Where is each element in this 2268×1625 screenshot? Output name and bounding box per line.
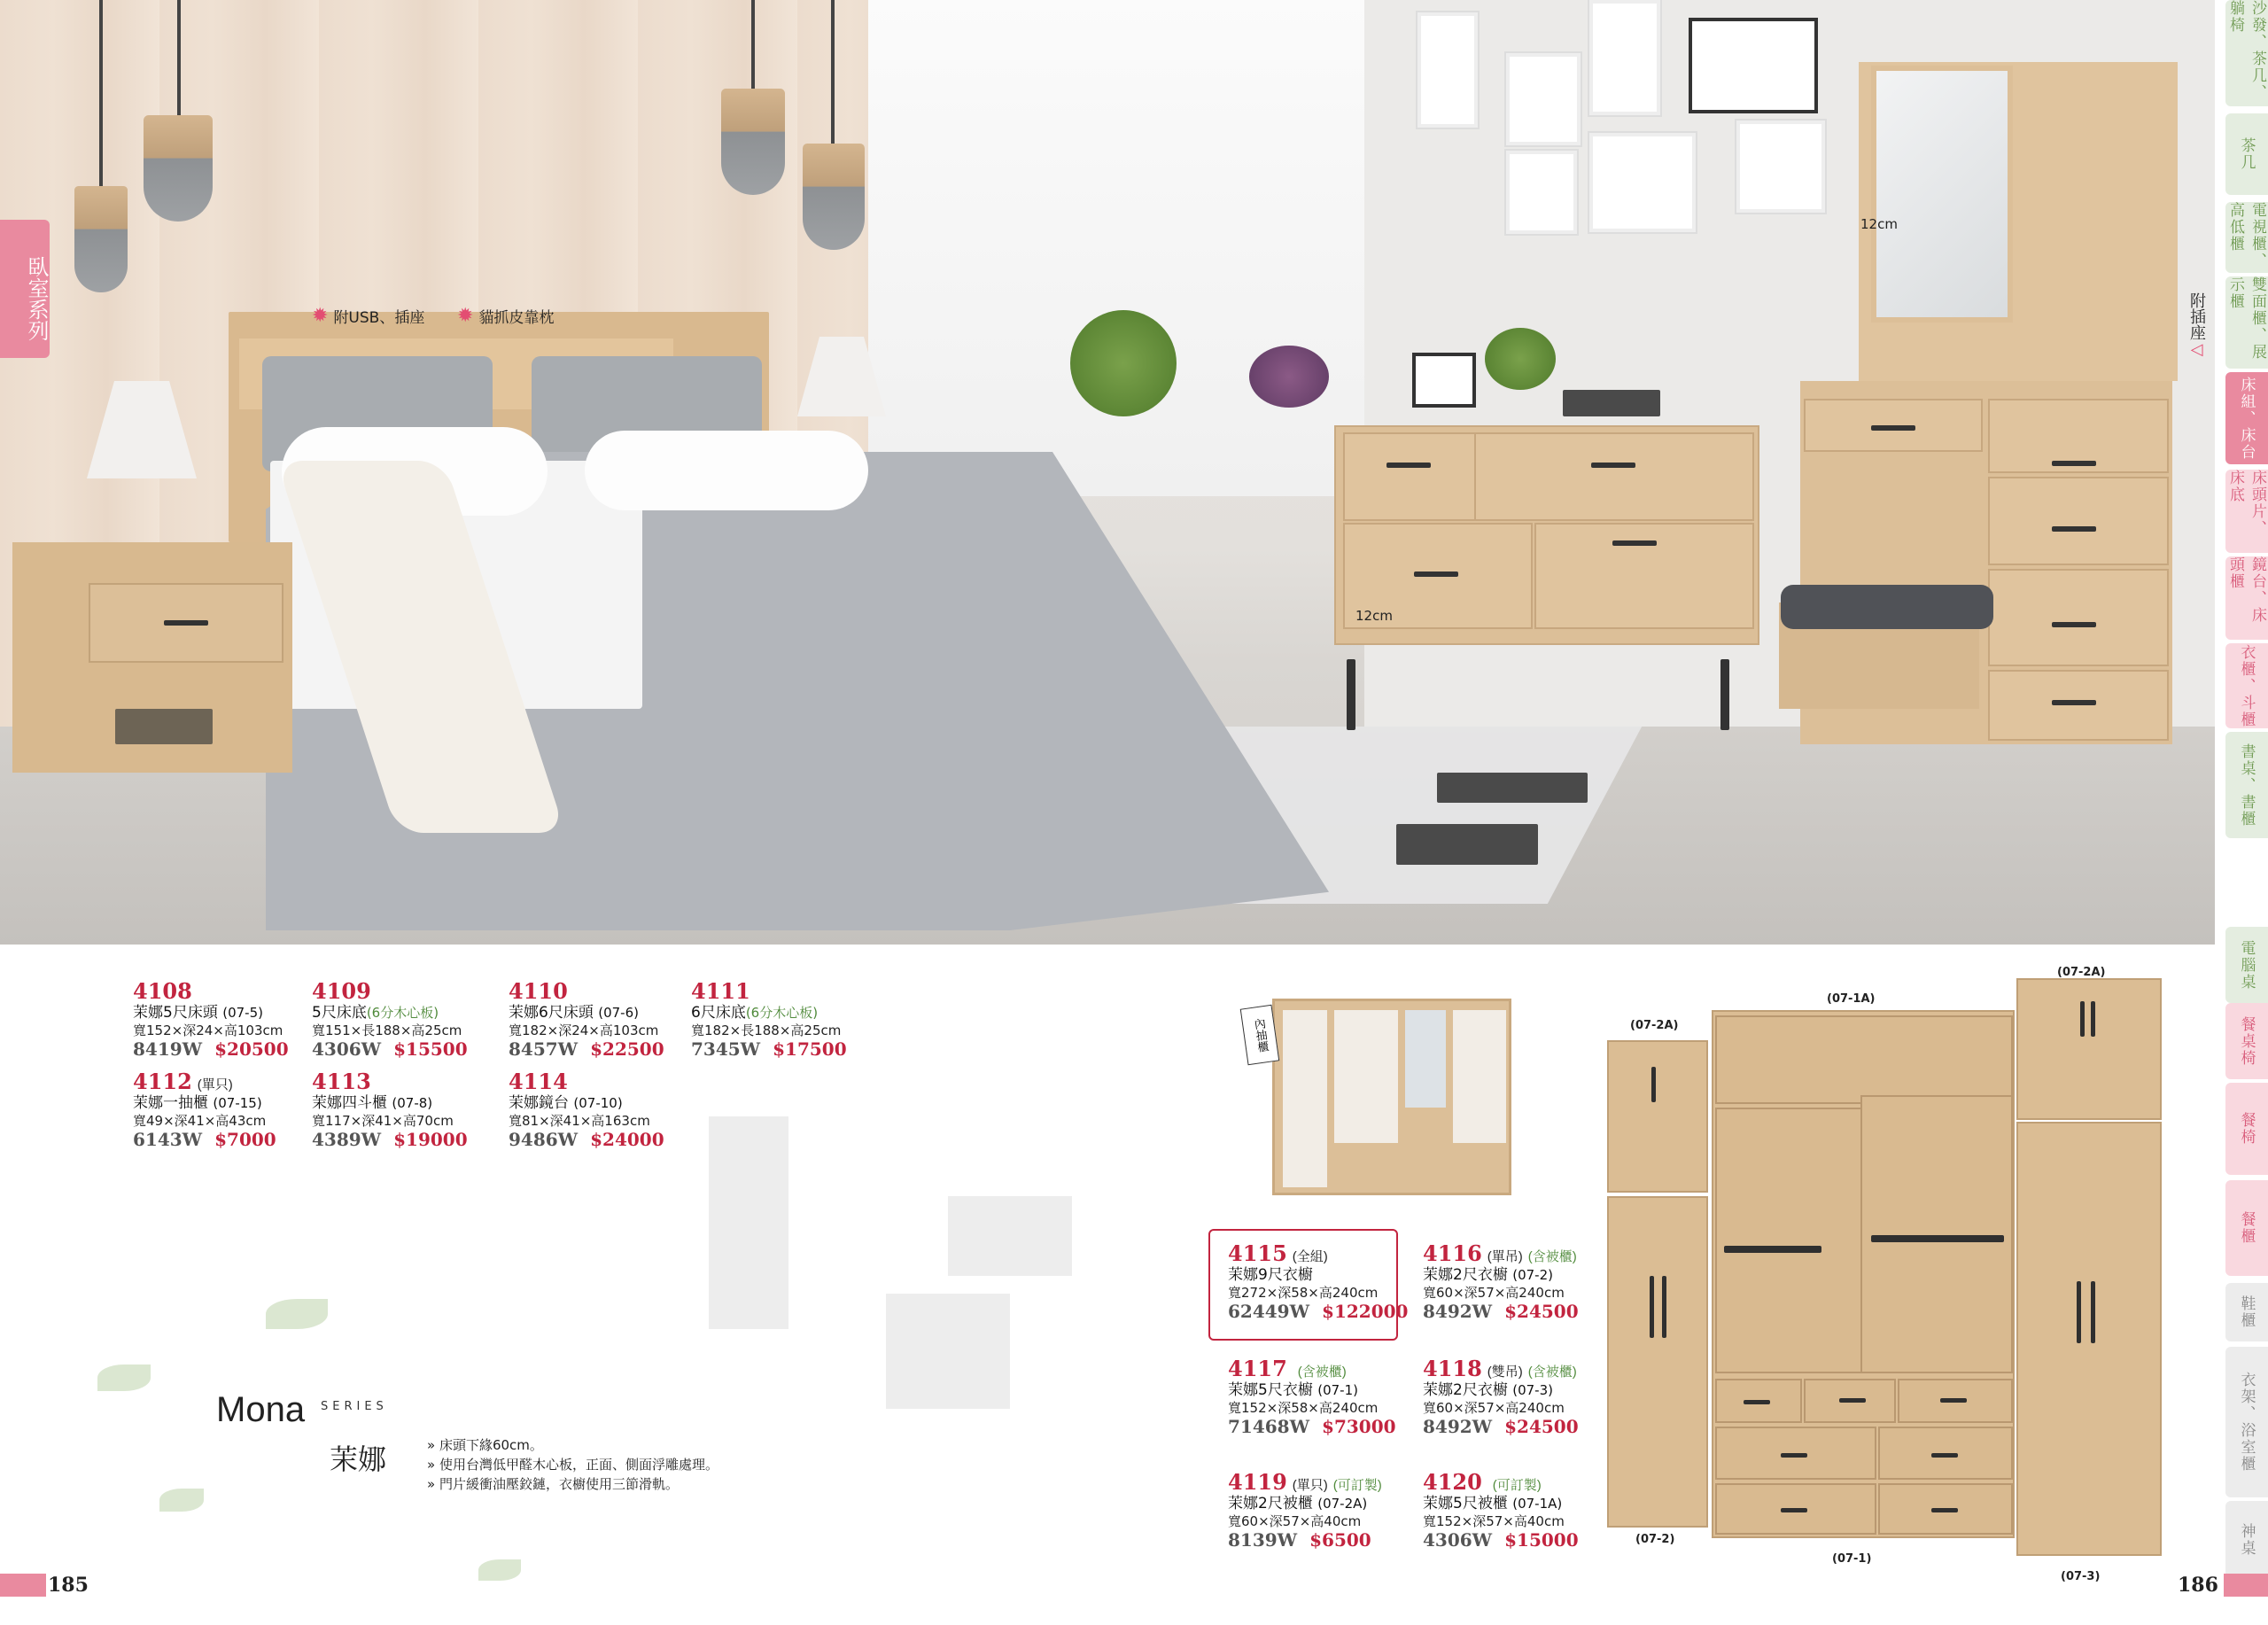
product-code: 4115 (全組) <box>1228 1240 1328 1266</box>
cabinet-07-2 <box>1607 1196 1708 1528</box>
arrow-left-icon: ◁ <box>2187 340 2206 359</box>
product-name: 茉娜鏡台 (07-10) <box>509 1094 623 1113</box>
product-code: 4117 (含被櫃) <box>1228 1356 1347 1381</box>
page-number-right: 186 <box>2178 1574 2218 1597</box>
catalog-spread: ✹ 附USB、插座 ✹ 貓抓皮靠枕 12cm 12cm 附插座◁ 臥室系列 沙發、茶几、躺椅 茶几 電視櫃、高低櫃 雙面櫃、展示櫃 床組、床台 床頭片、床底 鏡台、床頭櫃 衣櫃、斗櫃 書桌、書櫃 電腦桌 餐桌椅 餐椅 餐櫃 鞋櫃 衣架、浴室櫃 神桌 4108 茉娜5尺床頭 (07-5) 寬152×深24×高103cm 8419W $20500 4109 5尺床底(6分木心板) 寬151×長188×高25cm 4306W $15500 4110 茉娜6尺床頭 (07-6) 寬182×深24×高103cm 8457W $22500 4111 6尺床底(6分木心板) 寬182×長188×高25cm 7345W $17500 4112 (單只) 茉娜一抽櫃 (07-15) 寬49×深41×高43cm 6143W $7000 4113 茉娜四斗櫃 (07-8) 寬117×深41×高70cm 4389W $19000 4114 茉娜鏡台 (07-10) 寬81×深41×高163cm 9486W $24000 4115 (全組) 茉娜9尺衣櫥 寬272×深58×高240cm 62449W $122000 4116 (單吊) (含被櫃) 茉娜2尺衣櫥 (07-2) 寬60×深57×高240cm 8492W $24500 4117 (含被櫃) 茉娜5尺衣櫥 (07-1) 寬152×深58×高240cm 71468W $73000 4118 (雙吊) (含被櫃) 茉娜2尺衣櫥 (07-3) 寬60×深57×高240cm 8492W $24500 4119 (單只) (可訂製) 茉娜2尺被櫃 (07-2A) 寬60×深57×高40cm 8139W $6500 4120 (可訂製) 茉娜5尺被櫃 (07-1A) 寬152×深57×高40cm 4306W $15000 內抽櫃 (07-2A) (07-1A) (07-2A) (07-2) (07-1) (07-3) Mona SERIES 茉娜 » 床頭下緣60cm。 » 使用台灣低甲醛木心板，正面、側面浮雕處理。 » 門片緩衝油壓鉸鏈，衣櫥使用三節滑軌。 185 186 <box>0 0 2268 1625</box>
category-tab[interactable]: 雙面櫃、展示櫃 <box>2225 276 2268 369</box>
category-tab[interactable]: 電腦桌 <box>2225 927 2268 1003</box>
product-code: 4114 <box>509 1069 568 1094</box>
product-code: 4111 <box>691 978 750 1004</box>
category-tab[interactable]: 衣櫃、斗櫃 <box>2225 643 2268 728</box>
product-4120 <box>1423 1469 1579 1551</box>
annotation-usb: ✹ 附USB、插座 <box>312 305 425 327</box>
wall-art <box>1506 151 1577 234</box>
category-tab[interactable]: 書桌、書櫃 <box>2225 732 2268 838</box>
product-price: 8492W $24500 <box>1423 1416 1579 1438</box>
product-dimensions: 寬152×深57×高40cm <box>1423 1513 1565 1529</box>
pendant-lamp <box>721 89 785 195</box>
note-line: » 門片緩衝油壓鉸鏈，衣櫥使用三節滑軌。 <box>427 1476 679 1492</box>
plant <box>1485 328 1556 390</box>
product-4108 <box>133 978 289 1061</box>
cabinet-07-2a-left <box>1607 1040 1708 1193</box>
product-dimensions: 寬117×深41×高70cm <box>312 1113 454 1129</box>
product-name: 茉娜5尺衣櫥 (07-1) <box>1228 1381 1358 1400</box>
product-price: 8457W $22500 <box>509 1038 664 1061</box>
product-dimensions: 寬151×長188×高25cm <box>312 1022 462 1038</box>
product-name: 茉娜2尺衣櫥 (07-3) <box>1423 1381 1553 1400</box>
product-price: 62449W $122000 <box>1228 1301 1409 1323</box>
dimension-label: 12cm <box>1355 608 1393 624</box>
dimension-label: 12cm <box>1860 216 1898 232</box>
product-price: 4306W $15500 <box>312 1038 468 1061</box>
product-code: 4108 <box>133 978 192 1004</box>
pillow <box>585 431 868 510</box>
wall-art <box>1736 121 1825 213</box>
wall-art <box>1506 53 1581 145</box>
product-dimensions: 寬81×深41×高163cm <box>509 1113 650 1129</box>
product-name: 茉娜9尺衣櫥 <box>1228 1266 1313 1285</box>
product-price: 8139W $6500 <box>1228 1529 1371 1551</box>
product-4119 <box>1228 1469 1382 1551</box>
product-dimensions: 寬152×深58×高240cm <box>1228 1400 1379 1416</box>
product-4117 <box>1228 1356 1396 1438</box>
category-tab[interactable]: 鞋櫃 <box>2225 1283 2268 1341</box>
category-index <box>2222 0 2268 1625</box>
category-tab[interactable]: 電視櫃、高低櫃 <box>2225 202 2268 273</box>
product-4113 <box>312 1069 468 1151</box>
product-price: 4389W $19000 <box>312 1129 468 1151</box>
product-dimensions: 寬49×深41×高43cm <box>133 1113 267 1129</box>
socket-note: 附插座◁ <box>2187 292 2206 359</box>
product-code: 4118 (雙吊) (含被櫃) <box>1423 1356 1577 1381</box>
product-4118 <box>1423 1356 1579 1438</box>
product-dimensions: 寬152×深24×高103cm <box>133 1022 284 1038</box>
note-line: » 床頭下緣60cm。 <box>427 1437 543 1453</box>
wall-art <box>1418 12 1478 128</box>
series-name: Mona <box>216 1390 306 1429</box>
product-name: 茉娜5尺被櫃 (07-1A) <box>1423 1495 1563 1513</box>
wall-art <box>1589 0 1660 115</box>
category-tab[interactable]: 鏡台、床頭櫃 <box>2225 556 2268 640</box>
product-price: 8492W $24500 <box>1423 1301 1579 1323</box>
product-price: 9486W $24000 <box>509 1129 664 1151</box>
highlight-box-4115 <box>1208 1229 1398 1341</box>
wall-art <box>1589 133 1696 232</box>
gear-icon: ✹ <box>312 305 329 327</box>
series-cn-name: 茉娜 <box>330 1442 387 1476</box>
product-code: 4113 <box>312 1069 371 1094</box>
product-dimensions: 寬182×長188×高25cm <box>691 1022 842 1038</box>
series-notes <box>427 1435 718 1494</box>
product-price: 7345W $17500 <box>691 1038 847 1061</box>
category-tab[interactable]: 神桌 <box>2225 1501 2268 1579</box>
plant <box>1070 310 1177 416</box>
section-tab-bedroom[interactable]: 臥室系列 <box>0 220 50 358</box>
books-stack <box>1437 773 1588 803</box>
product-code: 4109 <box>312 978 371 1004</box>
product-dimensions: 寬60×深57×高240cm <box>1423 1400 1565 1416</box>
inner-drawer-badge: 內抽櫃 <box>1240 1005 1280 1065</box>
product-dimensions: 寬272×深58×高240cm <box>1228 1285 1379 1301</box>
product-name: 茉娜2尺被櫃 (07-2A) <box>1228 1495 1368 1513</box>
product-code: 4116 (單吊) (含被櫃) <box>1423 1240 1577 1266</box>
product-name: 茉娜6尺床頭 (07-6) <box>509 1004 639 1022</box>
product-code: 4120 (可訂製) <box>1423 1469 1542 1495</box>
category-tab[interactable]: 衣架、浴室櫃 <box>2225 1347 2268 1497</box>
product-name: 茉娜四斗櫃 (07-8) <box>312 1094 433 1113</box>
product-price: 4306W $15000 <box>1423 1529 1579 1551</box>
note-line: » 使用台灣低甲醛木心板，正面、側面浮雕處理。 <box>427 1457 718 1473</box>
annotation-pillow: ✹ 貓抓皮靠枕 <box>457 305 555 327</box>
product-4116 <box>1423 1240 1579 1323</box>
product-price: 6143W $7000 <box>133 1129 276 1151</box>
product-name: 6尺床底(6分木心板) <box>691 1004 819 1022</box>
product-code: 4119 (單只) (可訂製) <box>1228 1469 1382 1495</box>
gear-icon: ✹ <box>457 305 474 327</box>
category-tab[interactable]: 餐椅 <box>2225 1083 2268 1175</box>
product-name: 茉娜5尺床頭 (07-5) <box>133 1004 263 1022</box>
product-name: 茉娜一抽櫃 (07-15) <box>133 1094 262 1113</box>
page-number-left: 185 <box>48 1574 89 1597</box>
wall-art <box>1689 18 1818 113</box>
product-dimensions: 寬182×深24×高103cm <box>509 1022 659 1038</box>
pendant-lamp <box>144 115 213 222</box>
product-4111 <box>691 978 847 1061</box>
category-tab[interactable]: 茶几 <box>2225 113 2268 195</box>
cabinet-07-3 <box>2016 1122 2162 1556</box>
product-price: 8419W $20500 <box>133 1038 289 1061</box>
product-dimensions: 寬60×深57×高240cm <box>1423 1285 1565 1301</box>
category-tab[interactable]: 餐櫃 <box>2225 1180 2268 1276</box>
product-code: 4112 (單只) <box>133 1069 233 1094</box>
cabinet-07-2a-right <box>2016 978 2162 1120</box>
product-dimensions: 寬60×深57×高40cm <box>1228 1513 1362 1529</box>
product-name: 茉娜2尺衣櫥 (07-2) <box>1423 1266 1553 1285</box>
series-word: SERIES <box>321 1400 388 1413</box>
product-code: 4110 <box>509 978 568 1004</box>
pendant-lamp <box>74 186 128 292</box>
product-4114 <box>509 1069 664 1151</box>
product-4109 <box>312 978 468 1061</box>
books-stack <box>1396 824 1538 865</box>
plant <box>1249 346 1329 408</box>
product-price: 71468W $73000 <box>1228 1416 1396 1438</box>
product-name: 5尺床底(6分木心板) <box>312 1004 439 1022</box>
product-4110 <box>509 978 664 1061</box>
category-tab[interactable]: 床組、床台 <box>2225 372 2268 464</box>
category-tab[interactable]: 沙發、茶几、躺椅 <box>2225 0 2268 106</box>
category-tab[interactable]: 床頭片、床底 <box>2225 470 2268 553</box>
category-tab[interactable]: 餐桌椅 <box>2225 1003 2268 1079</box>
vanity-mirror <box>1871 66 2013 323</box>
photo-frame <box>1412 353 1476 408</box>
product-4112 <box>133 1069 276 1151</box>
pendant-lamp <box>803 144 865 250</box>
